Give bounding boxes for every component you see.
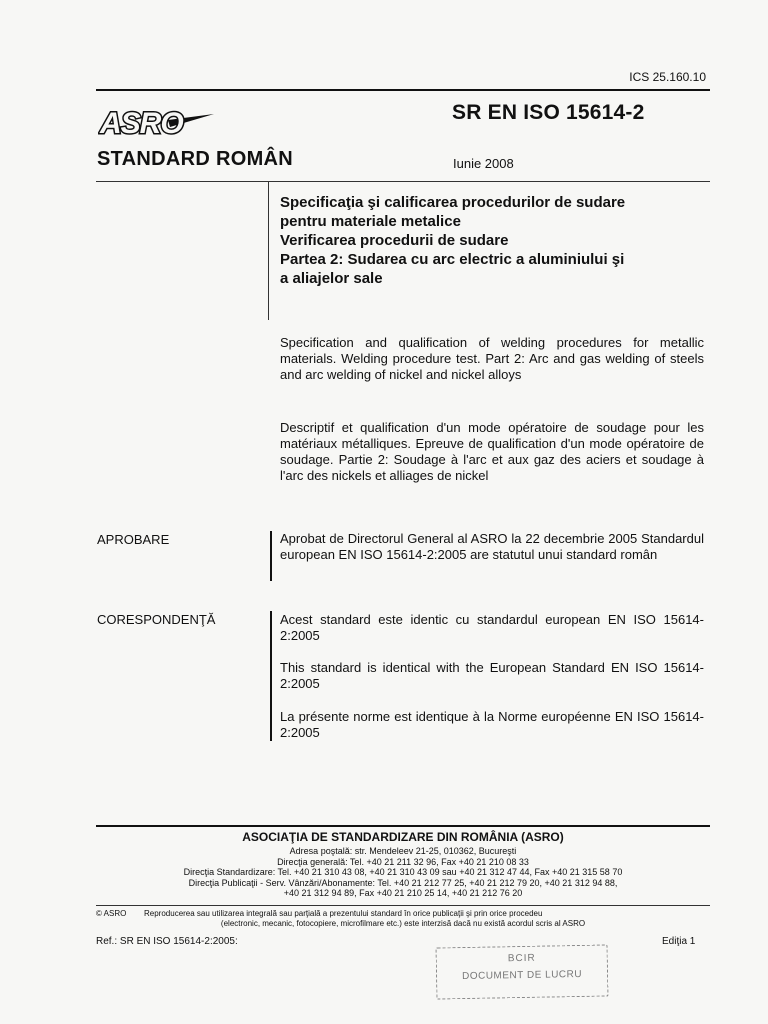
footer-bottom-rule	[96, 905, 710, 906]
title-ro-line: a aliajelor sale	[280, 270, 383, 287]
footer-line: Direcţia Standardizare: Tel. +40 21 310 43 08, +40 21 310 43 09 sau +40 21 312 47 44, Fax +40 21 315 58 70	[183, 867, 623, 878]
organization-name: ASOCIAŢIA DE STANDARDIZARE DIN ROMÂNIA (ASRO)	[242, 830, 564, 844]
correspondence-fr: La présente norme est identique à la Norme européenne EN ISO 15614-2:2005	[280, 709, 704, 740]
edition: Ediţia 1	[662, 936, 696, 947]
standard-number: SR EN ISO 15614-2	[452, 101, 645, 124]
title-ro-line: Partea 2: Sudarea cu arc electric a aluminiului şi	[280, 251, 625, 268]
stamp-line: BCIR	[507, 952, 536, 965]
standard-type: STANDARD ROMÂN	[97, 148, 294, 170]
footer-line: Adresa poştală: str. Mendeleev 21-25, 010362, Bucureşti	[289, 846, 517, 856]
stamp-line: DOCUMENT DE LUCRU	[461, 968, 583, 983]
title-ro-line: Specificaţia şi calificarea procedurilor de sudare	[280, 194, 626, 211]
approval-text: Aprobat de Directorul General al ASRO la 22 decembrie 2005 Standardul european EN ISO 15614-2:2005 are statutul unui standard român	[280, 531, 704, 562]
correspondence-ro: Acest standard este identic cu standardul european EN ISO 15614-2:2005	[280, 612, 704, 643]
header-vertical-rule	[268, 182, 269, 320]
footer-line: +40 21 312 94 89, Fax +40 21 210 25 14, +40 21 212 76 20	[283, 888, 523, 899]
publication-date: Iunie 2008	[453, 156, 514, 171]
reference: Ref.: SR EN ISO 15614-2:2005:	[96, 936, 238, 947]
working-document-stamp	[436, 945, 609, 1000]
asro-logo	[98, 100, 216, 142]
ics-code: ICS 25.160.10	[629, 70, 706, 84]
logo-text: ASRO	[100, 107, 183, 140]
footer-contact	[96, 830, 710, 899]
footer-line: Direcţia Publicaţii - Serv. Vânzări/Abonamente: Tel. +40 21 212 77 25, +40 21 212 79 20, +40 21 312 94 88,	[188, 877, 618, 888]
copyright-notice	[96, 909, 710, 929]
title-french: Descriptif et qualification d'un mode opératoire de soudage pour les matériaux métalliques. Epreuve de qualification d'un mode opératoire de soudage. Partie 2: Soudage à l'arc et aux gaz des aciers et soudage à l'arc des nickels et alliages de nickel	[280, 420, 704, 483]
title-english: Specification and qualification of welding procedures for metallic materials. Welding procedure test. Part 2: Arc and gas welding of steels and arc welding of nickel and nickel alloys	[280, 335, 704, 382]
correspondence-label: CORESPONDENŢĂ	[97, 612, 216, 627]
copyright-mark: © ASRO	[96, 909, 127, 918]
title-ro-line: pentru materiale metalice	[280, 213, 461, 230]
header-top-rule	[96, 89, 710, 91]
footer-line: Direcţia generală: Tel. +40 21 211 32 96, Fax +40 21 210 08 33	[277, 856, 529, 867]
approval-label: APROBARE	[97, 532, 170, 547]
correspondence-en: This standard is identical with the European Standard EN ISO 15614-2:2005	[280, 660, 704, 691]
copyright-line: Reproducerea sau utilizarea integrală sau parţială a prezentului standard în orice publicaţii şi prin orice procedeu	[144, 909, 543, 918]
header-bottom-rule	[96, 181, 710, 182]
correspondence-bar	[270, 611, 272, 741]
footer-top-rule	[96, 825, 710, 827]
title-ro-line: Verificarea procedurii de sudare	[280, 232, 509, 249]
approval-bar	[270, 531, 272, 581]
copyright-line: (electronic, mecanic, fotocopiere, microfilmare etc.) este interzisă dacă nu există acordul scris al ASRO	[220, 919, 586, 928]
title-romanian	[280, 193, 710, 288]
